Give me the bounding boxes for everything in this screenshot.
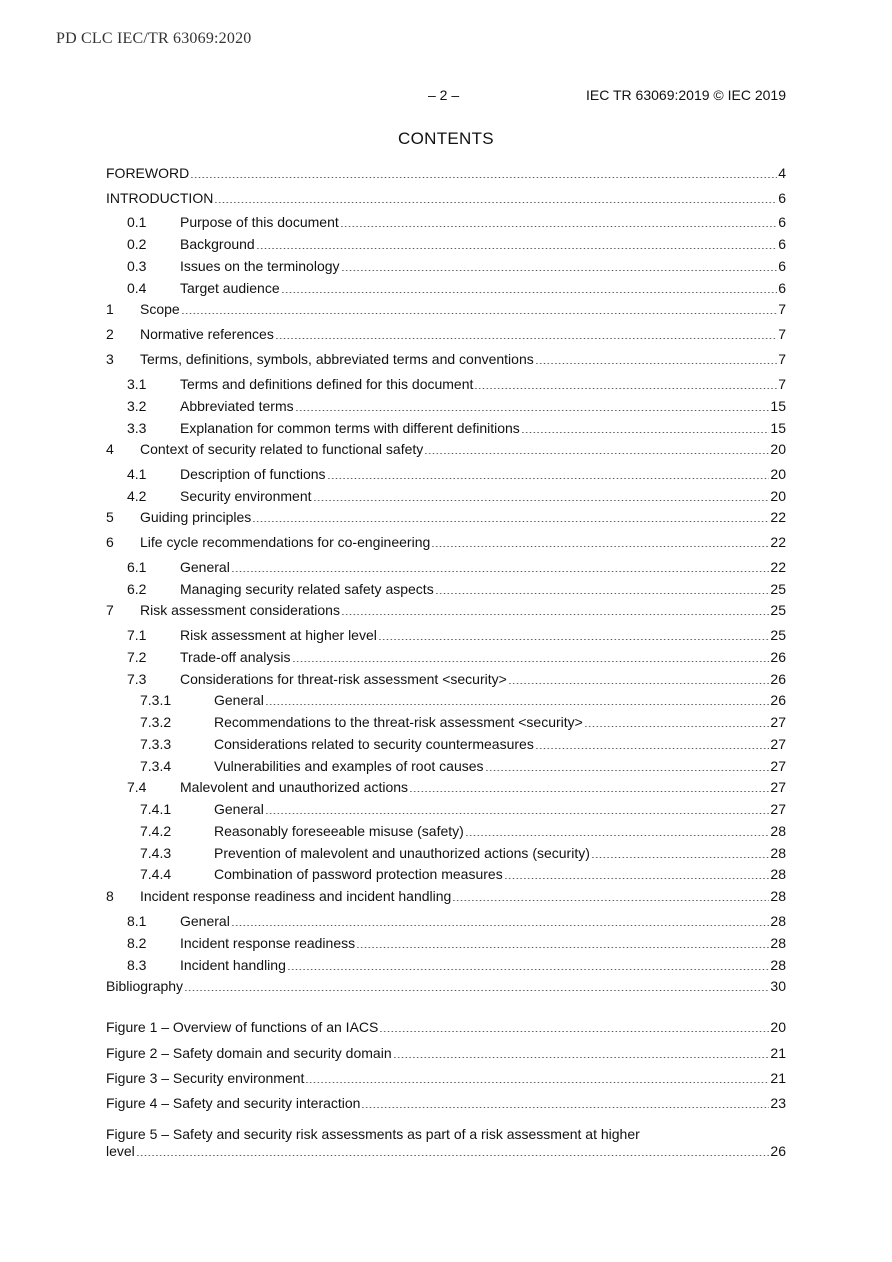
toc-entry[interactable] [106, 912, 786, 930]
toc-entry[interactable] [106, 735, 786, 753]
figure-entry-label-line1[interactable]: Figure 5 – Safety and security risk assessments as part of a risk assessment at higher [106, 1126, 640, 1142]
toc-entry-number: 4.1 [127, 466, 147, 482]
toc-entry[interactable] [106, 601, 786, 619]
toc-entry-label: Incident response readiness [180, 935, 356, 951]
toc-entry-page: 20 [770, 441, 786, 457]
dot-leader [361, 1094, 769, 1112]
toc-entry-label: Figure 4 – Safety and security interaction [106, 1095, 361, 1111]
toc-entry-page: 7 [778, 326, 786, 342]
dot-leader [265, 800, 770, 818]
toc-entry-label: General [180, 559, 230, 575]
toc-entry-label: FOREWORD [106, 165, 190, 181]
toc-entry-number: 3.3 [127, 420, 147, 436]
dot-leader [409, 778, 769, 796]
toc-entry-page: 6 [778, 190, 786, 206]
toc-entry-number: 3 [106, 351, 114, 367]
toc-entry-number: 7.2 [127, 649, 147, 665]
toc-entry-label: level [106, 1143, 135, 1159]
toc-entry-page: 27 [770, 801, 786, 817]
toc-entry-number: 0.4 [127, 280, 147, 296]
toc-entry-page: 28 [770, 845, 786, 861]
dot-leader [452, 887, 769, 905]
toc-entry-page: 23 [770, 1095, 786, 1111]
toc-entry-label: Considerations related to security countermeasures [214, 736, 534, 752]
toc-entry-page: 26 [770, 692, 786, 708]
toc-entry-label: Considerations for threat-risk assessment <security> [180, 671, 507, 687]
toc-entry[interactable] [106, 235, 786, 253]
toc-entry-label: Life cycle recommendations for co-engineering [140, 534, 431, 550]
toc-entry[interactable] [106, 691, 786, 709]
toc-entry-page: 25 [770, 581, 786, 597]
toc-entry-label: Figure 1 – Overview of functions of an IACS [106, 1019, 379, 1035]
dot-leader [431, 533, 769, 551]
toc-entry-page: 20 [770, 466, 786, 482]
toc-entry-page: 6 [778, 258, 786, 274]
toc-entry[interactable] [106, 865, 786, 883]
toc-entry[interactable] [106, 822, 786, 840]
toc-entry[interactable] [106, 213, 786, 231]
toc-entry-page: 28 [770, 913, 786, 929]
toc-entry-number: 8 [106, 888, 114, 904]
toc-entry-label: Figure 3 – Security environment [106, 1070, 305, 1086]
toc-entry-label: General [214, 801, 264, 817]
figure-entry[interactable] [106, 1044, 786, 1062]
toc-entry-page: 7 [778, 301, 786, 317]
document-reference: IEC TR 63069:2019 © IEC 2019 [586, 87, 786, 103]
dot-leader [327, 465, 770, 483]
dot-leader [190, 164, 777, 182]
toc-entry[interactable] [106, 580, 786, 598]
toc-entry-label: Bibliography [106, 978, 184, 994]
toc-entry[interactable] [106, 977, 786, 995]
toc-entry[interactable] [106, 670, 786, 688]
toc-entry-number: 3.1 [127, 376, 147, 392]
toc-entry-label: Security environment [180, 488, 312, 504]
toc-entry-number: 7.4.4 [140, 866, 172, 882]
toc-entry-label: Issues on the terminology [180, 258, 340, 274]
toc-entry[interactable] [106, 887, 786, 905]
dot-leader [393, 1044, 770, 1062]
toc-entry-number: 0.2 [127, 236, 147, 252]
toc-entry-number: 7 [106, 602, 114, 618]
toc-entry-label: Purpose of this document [180, 214, 339, 230]
toc-entry-label: Incident handling [180, 957, 286, 973]
toc-entry-number: 7.3 [127, 671, 147, 687]
toc-entry-page: 7 [778, 351, 786, 367]
toc-entry[interactable] [106, 934, 786, 952]
toc-entry-label: Normative references [140, 326, 274, 342]
dot-leader [535, 350, 777, 368]
dot-leader [292, 648, 770, 666]
dot-leader [591, 844, 770, 862]
toc-entry[interactable] [106, 465, 786, 483]
toc-entry-page: 15 [770, 420, 786, 436]
toc-entry-page: 6 [778, 280, 786, 296]
toc-entry-page: 30 [770, 978, 786, 994]
toc-entry[interactable] [106, 508, 786, 526]
toc-entry-page: 27 [770, 758, 786, 774]
dot-leader [535, 735, 770, 753]
toc-entry-number: 7.3.3 [140, 736, 172, 752]
toc-entry-label: Incident response readiness and incident handling [140, 888, 452, 904]
figure-entry[interactable] [106, 1142, 786, 1160]
toc-entry-page: 28 [770, 866, 786, 882]
dot-leader [275, 325, 777, 343]
toc-entry-page: 21 [770, 1045, 786, 1061]
toc-entry-number: 7.3.1 [140, 692, 172, 708]
toc-entry-number: 8.2 [127, 935, 147, 951]
toc-entry-number: 1 [106, 301, 114, 317]
toc-entry-number: 4 [106, 441, 114, 457]
toc-entry-page: 26 [770, 649, 786, 665]
toc-entry-label: Guiding principles [140, 509, 252, 525]
toc-entry[interactable] [106, 648, 786, 666]
toc-entry[interactable] [106, 440, 786, 458]
toc-entry-number: 7.3.4 [140, 758, 172, 774]
toc-entry-page: 27 [770, 714, 786, 730]
toc-entry-page: 22 [770, 559, 786, 575]
dot-leader [465, 822, 770, 840]
dot-leader [136, 1142, 770, 1160]
toc-entry-number: 8.3 [127, 957, 147, 973]
toc-entry-label: Managing security related safety aspects [180, 581, 434, 597]
toc-entry-number: 6.1 [127, 559, 147, 575]
toc-entry-label: Explanation for common terms with different definitions [180, 420, 520, 436]
toc-entry[interactable] [106, 626, 786, 644]
toc-entry[interactable] [106, 164, 786, 182]
toc-entry-number: 8.1 [127, 913, 147, 929]
dot-leader [231, 912, 770, 930]
dot-leader [184, 977, 769, 995]
toc-entry-number: 2 [106, 326, 114, 342]
toc-entry[interactable] [106, 350, 786, 368]
dot-leader [265, 691, 770, 709]
toc-entry[interactable] [106, 844, 786, 862]
toc-entry[interactable] [106, 189, 786, 207]
dot-leader [424, 440, 769, 458]
toc-entry-page: 6 [778, 214, 786, 230]
dot-leader [341, 257, 778, 275]
dot-leader [252, 508, 769, 526]
toc-entry-label: Vulnerabilities and examples of root causes [214, 758, 484, 774]
toc-entry[interactable] [106, 257, 786, 275]
toc-entry-number: 7.4.3 [140, 845, 172, 861]
toc-entry-number: 0.1 [127, 214, 147, 230]
toc-entry-page: 26 [770, 671, 786, 687]
toc-entry-page: 22 [770, 509, 786, 525]
dot-leader [287, 956, 770, 974]
toc-entry-page: 28 [770, 935, 786, 951]
dot-leader [379, 1018, 769, 1036]
dot-leader [584, 713, 770, 731]
toc-entry-label: Background [180, 236, 255, 252]
toc-entry-number: 5 [106, 509, 114, 525]
dot-leader [341, 601, 769, 619]
dot-leader [485, 757, 770, 775]
toc-entry-page: 27 [770, 779, 786, 795]
toc-entry-label: Terms, definitions, symbols, abbreviated terms and conventions [140, 351, 534, 367]
toc-entry-number: 6.2 [127, 581, 147, 597]
toc-entry-number: 4.2 [127, 488, 147, 504]
toc-entry-label: Reasonably foreseeable misuse (safety) [214, 823, 464, 839]
document-stamp: PD CLC IEC/TR 63069:2020 [56, 30, 252, 47]
toc-entry-page: 20 [770, 1019, 786, 1035]
toc-entry-page: 28 [770, 823, 786, 839]
toc-entry-number: 7.4.1 [140, 801, 172, 817]
toc-entry-number: 7.4.2 [140, 823, 172, 839]
toc-entry-number: 6 [106, 534, 114, 550]
toc-entry-label: General [180, 913, 230, 929]
dot-leader [281, 279, 778, 297]
figure-entry[interactable] [106, 1069, 786, 1087]
dot-leader [313, 487, 770, 505]
toc-entry[interactable] [106, 558, 786, 576]
page-title: CONTENTS [398, 129, 494, 148]
dot-leader [214, 189, 777, 207]
toc-entry[interactable] [106, 279, 786, 297]
dot-leader [474, 375, 777, 393]
toc-entry[interactable] [106, 397, 786, 415]
toc-entry-page: 27 [770, 736, 786, 752]
toc-entry-label: INTRODUCTION [106, 190, 214, 206]
toc-entry-label: Figure 2 – Safety domain and security domain [106, 1045, 392, 1061]
dot-leader [305, 1069, 769, 1087]
dot-leader [231, 558, 770, 576]
dot-leader [521, 419, 770, 437]
toc-entry-page: 22 [770, 534, 786, 550]
toc-entry-label: Target audience [180, 280, 280, 296]
toc-entry[interactable] [106, 800, 786, 818]
dot-leader [508, 670, 770, 688]
toc-entry-page: 21 [770, 1070, 786, 1086]
toc-entry-page: 7 [778, 376, 786, 392]
toc-entry[interactable] [106, 300, 786, 318]
toc-entry-label: Risk assessment considerations [140, 602, 340, 618]
toc-entry[interactable] [106, 487, 786, 505]
toc-entry-number: 3.2 [127, 398, 147, 414]
toc-entry-label: General [214, 692, 264, 708]
toc-entry-label: Malevolent and unauthorized actions [180, 779, 409, 795]
toc-entry-page: 28 [770, 957, 786, 973]
toc-entry[interactable] [106, 533, 786, 551]
toc-entry[interactable] [106, 757, 786, 775]
dot-leader [295, 397, 770, 415]
toc-entry-label: Scope [140, 301, 180, 317]
toc-entry-page: 25 [770, 627, 786, 643]
dot-leader [256, 235, 777, 253]
toc-entry-label: Recommendations to the threat-risk assessment <security> [214, 714, 583, 730]
toc-entry-label: Prevention of malevolent and unauthorized actions (security) [214, 845, 590, 861]
dot-leader [356, 934, 769, 952]
toc-entry-page: 4 [778, 165, 786, 181]
toc-entry-number: 7.4 [127, 779, 147, 795]
figure-entry[interactable] [106, 1018, 786, 1036]
toc-entry-page: 20 [770, 488, 786, 504]
dot-leader [340, 213, 777, 231]
toc-entry[interactable] [106, 713, 786, 731]
toc-entry-page: 26 [770, 1143, 786, 1159]
toc-entry-page: 15 [770, 398, 786, 414]
toc-entry-label: Description of functions [180, 466, 326, 482]
toc-entry-number: 0.3 [127, 258, 147, 274]
toc-entry[interactable] [106, 419, 786, 437]
toc-entry-page: 6 [778, 236, 786, 252]
toc-entry-label: Terms and definitions defined for this document [180, 376, 474, 392]
toc-entry-label: Risk assessment at higher level [180, 627, 377, 643]
page-number: – 2 – [428, 87, 460, 103]
toc-entry-label: Context of security related to functional safety [140, 441, 424, 457]
toc-entry-label: Combination of password protection measures [214, 866, 503, 882]
dot-leader [378, 626, 770, 644]
toc-entry[interactable] [106, 956, 786, 974]
dot-leader [504, 865, 770, 883]
dot-leader [435, 580, 770, 598]
toc-entry[interactable] [106, 375, 786, 393]
toc-entry[interactable] [106, 778, 786, 796]
figure-entry[interactable] [106, 1094, 786, 1112]
toc-entry-number: 7.1 [127, 627, 147, 643]
dot-leader [181, 300, 778, 318]
toc-entry[interactable] [106, 325, 786, 343]
toc-entry-number: 7.3.2 [140, 714, 172, 730]
toc-entry-page: 28 [770, 888, 786, 904]
toc-entry-label: Trade-off analysis [180, 649, 291, 665]
toc-entry-page: 25 [770, 602, 786, 618]
toc-entry-label: Abbreviated terms [180, 398, 294, 414]
